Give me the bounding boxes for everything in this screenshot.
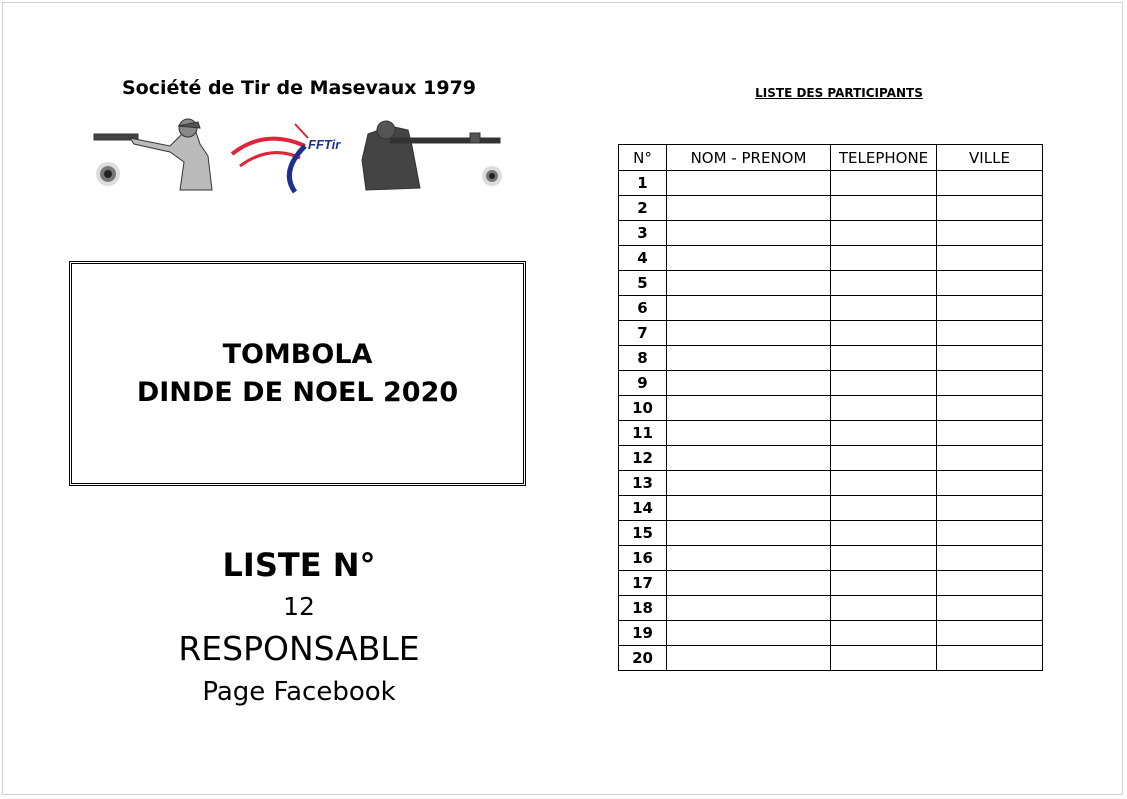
city-cell[interactable]	[937, 221, 1043, 246]
name-cell[interactable]	[667, 196, 831, 221]
row-number: 2	[619, 196, 667, 221]
phone-cell[interactable]	[831, 421, 937, 446]
column-header-city: VILLE	[937, 145, 1043, 171]
table-row	[619, 571, 1043, 596]
city-cell[interactable]	[937, 446, 1043, 471]
row-number: 6	[619, 296, 667, 321]
name-cell[interactable]	[667, 371, 831, 396]
row-number: 19	[619, 621, 667, 646]
city-cell[interactable]	[937, 471, 1043, 496]
phone-cell[interactable]	[831, 271, 937, 296]
row-number: 13	[619, 471, 667, 496]
table-header-row	[619, 145, 1043, 171]
raffle-subtitle: DINDE DE NOEL 2020	[136, 376, 459, 408]
phone-cell[interactable]	[831, 446, 937, 471]
city-cell[interactable]	[937, 196, 1043, 221]
city-cell[interactable]	[937, 646, 1043, 671]
name-cell[interactable]	[667, 246, 831, 271]
name-cell[interactable]	[667, 396, 831, 421]
column-header-phone: TELEPHONE	[831, 145, 937, 171]
name-cell[interactable]	[667, 646, 831, 671]
shooters-illustration	[90, 116, 510, 196]
phone-cell[interactable]	[831, 521, 937, 546]
table-row	[619, 196, 1043, 221]
name-cell[interactable]	[667, 221, 831, 246]
name-cell[interactable]	[667, 571, 831, 596]
name-cell[interactable]	[667, 446, 831, 471]
city-cell[interactable]	[937, 546, 1043, 571]
row-number: 4	[619, 246, 667, 271]
name-cell[interactable]	[667, 546, 831, 571]
column-header-name: NOM - PRENOM	[667, 145, 831, 171]
table-row	[619, 296, 1043, 321]
table-row	[619, 271, 1043, 296]
city-cell[interactable]	[937, 271, 1043, 296]
city-cell[interactable]	[937, 296, 1043, 321]
target-left-icon	[96, 162, 120, 186]
phone-cell[interactable]	[831, 296, 937, 321]
table-row	[619, 171, 1043, 196]
table-row	[619, 646, 1043, 671]
phone-cell[interactable]	[831, 646, 937, 671]
name-cell[interactable]	[667, 346, 831, 371]
name-cell[interactable]	[667, 421, 831, 446]
row-number: 8	[619, 346, 667, 371]
table-row	[619, 321, 1043, 346]
phone-cell[interactable]	[831, 396, 937, 421]
row-number: 16	[619, 546, 667, 571]
row-number: 12	[619, 446, 667, 471]
row-number: 1	[619, 171, 667, 196]
city-cell[interactable]	[937, 346, 1043, 371]
table-row	[619, 471, 1043, 496]
city-cell[interactable]	[937, 496, 1043, 521]
list-block	[0, 542, 598, 712]
participants-title: LISTE DES PARTICIPANTS	[755, 86, 923, 100]
list-number-label: LISTE N°	[222, 546, 376, 584]
phone-cell[interactable]	[831, 321, 937, 346]
club-title: Société de Tir de Masevaux 1979	[121, 77, 477, 99]
svg-text:FFTir: FFTir	[308, 137, 341, 152]
responsible-value: Page Facebook	[202, 677, 396, 707]
table-row	[619, 621, 1043, 646]
row-number: 9	[619, 371, 667, 396]
phone-cell[interactable]	[831, 346, 937, 371]
fftir-logo	[232, 124, 341, 192]
row-number: 15	[619, 521, 667, 546]
row-number: 17	[619, 571, 667, 596]
city-cell[interactable]	[937, 371, 1043, 396]
city-cell[interactable]	[937, 171, 1043, 196]
city-cell[interactable]	[937, 321, 1043, 346]
table-row	[619, 421, 1043, 446]
name-cell[interactable]	[667, 596, 831, 621]
phone-cell[interactable]	[831, 621, 937, 646]
city-cell[interactable]	[937, 571, 1043, 596]
row-number: 7	[619, 321, 667, 346]
phone-cell[interactable]	[831, 471, 937, 496]
target-right-icon	[482, 166, 502, 186]
row-number: 10	[619, 396, 667, 421]
city-cell[interactable]	[937, 421, 1043, 446]
name-cell[interactable]	[667, 271, 831, 296]
city-cell[interactable]	[937, 246, 1043, 271]
phone-cell[interactable]	[831, 221, 937, 246]
table-row	[619, 446, 1043, 471]
phone-cell[interactable]	[831, 571, 937, 596]
responsible-label: RESPONSABLE	[178, 629, 420, 668]
table-row	[619, 496, 1043, 521]
phone-cell[interactable]	[831, 246, 937, 271]
row-number: 20	[619, 646, 667, 671]
table-row	[619, 521, 1043, 546]
city-cell[interactable]	[937, 396, 1043, 421]
column-header-number: N°	[619, 145, 667, 171]
table-row	[619, 246, 1043, 271]
table-row	[619, 371, 1043, 396]
raffle-box	[69, 261, 526, 486]
city-cell[interactable]	[937, 621, 1043, 646]
phone-cell[interactable]	[831, 496, 937, 521]
name-cell[interactable]	[667, 496, 831, 521]
row-number: 11	[619, 421, 667, 446]
table-row	[619, 396, 1043, 421]
row-number: 3	[619, 221, 667, 246]
name-cell[interactable]	[667, 171, 831, 196]
phone-cell[interactable]	[831, 171, 937, 196]
row-number: 18	[619, 596, 667, 621]
phone-cell[interactable]	[831, 196, 937, 221]
name-cell[interactable]	[667, 471, 831, 496]
raffle-title: TOMBOLA	[222, 338, 373, 370]
name-cell[interactable]	[667, 521, 831, 546]
name-cell[interactable]	[667, 621, 831, 646]
row-number: 5	[619, 271, 667, 296]
row-number: 14	[619, 496, 667, 521]
city-cell[interactable]	[937, 596, 1043, 621]
table-row	[619, 221, 1043, 246]
phone-cell[interactable]	[831, 596, 937, 621]
table-row	[619, 346, 1043, 371]
phone-cell[interactable]	[831, 546, 937, 571]
participants-table	[618, 144, 1043, 671]
table-row	[619, 546, 1043, 571]
phone-cell[interactable]	[831, 371, 937, 396]
rifle-shooter-icon	[362, 121, 500, 190]
list-number-value: 12	[283, 592, 315, 621]
table-row	[619, 596, 1043, 621]
name-cell[interactable]	[667, 296, 831, 321]
name-cell[interactable]	[667, 321, 831, 346]
city-cell[interactable]	[937, 521, 1043, 546]
